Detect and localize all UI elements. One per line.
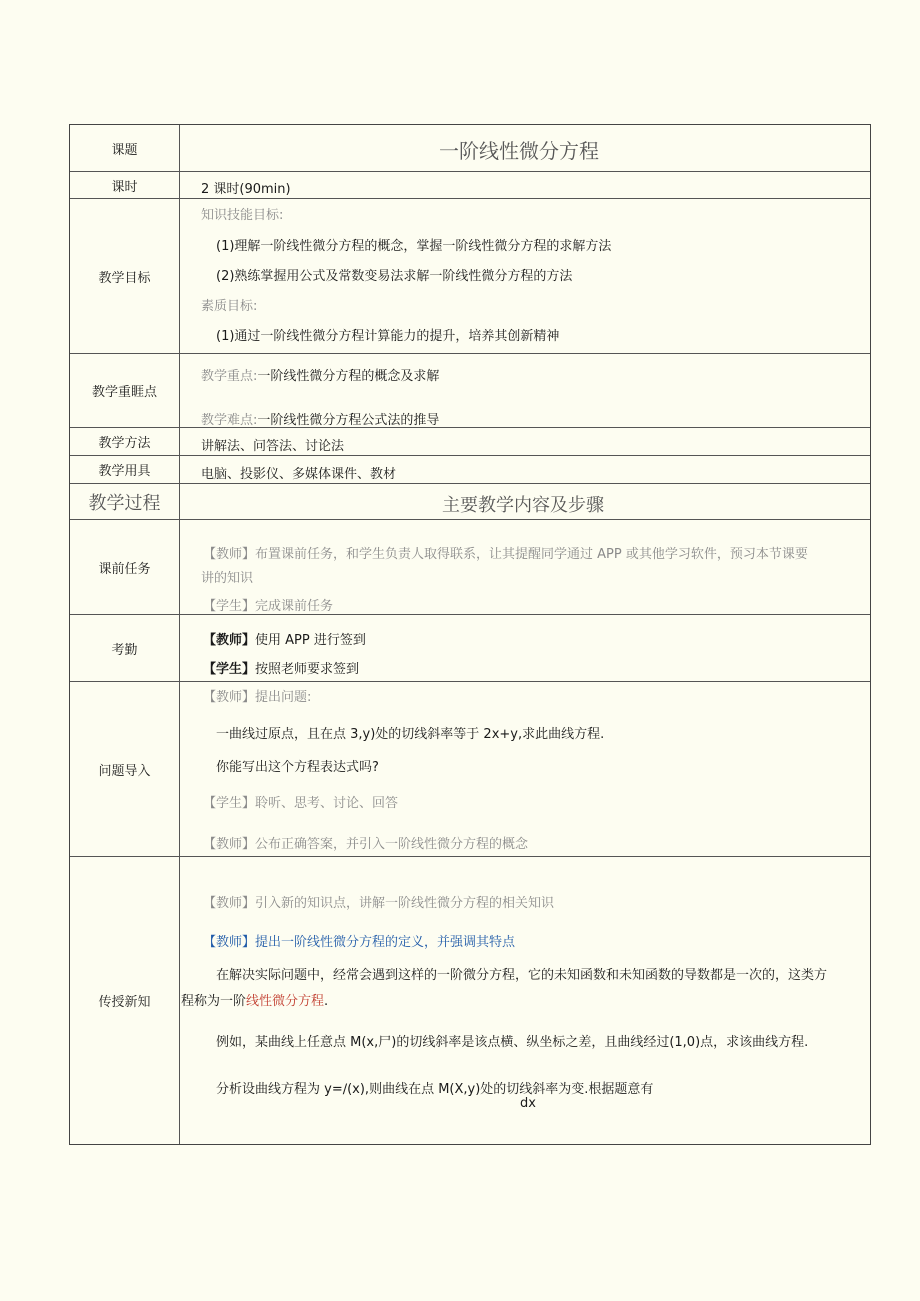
pre-task-student: 【学生】完成课前任务 — [203, 599, 334, 614]
definition-line-2-prefix: 程称为一阶 — [181, 994, 247, 1009]
goals-label: 教学目标 — [70, 199, 180, 353]
new-knowledge-teacher-1: 【教师】引入新的知识点，讲解一阶线性微分方程的相关知识 — [203, 896, 555, 911]
intro-label: 问题导入 — [70, 682, 180, 856]
attendance-teacher-text: 使用 APP 进行签到 — [255, 633, 366, 648]
row-new-knowledge — [70, 856, 870, 1144]
example-text: 例如，某曲线上任意点 M(x,尸)的切线斜率是该点横、纵坐标之差，且曲线经过(1,0)点，求该曲线方程. — [216, 1035, 809, 1050]
intro-question-2: 你能写出这个方程表达式吗? — [216, 760, 379, 775]
row-goals — [70, 198, 870, 353]
quality-goal-1: (1)通过一阶线性微分方程计算能力的提升，培养其创新精神 — [216, 329, 560, 344]
intro-teacher-answer: 【教师】公布正确答案，并引入一阶线性微分方程的概念 — [203, 837, 529, 852]
knowledge-goal-2: (2)熟练掌握用公式及常数变易法求解一阶线性微分方程的方法 — [216, 269, 573, 284]
row-keypoints — [70, 353, 870, 427]
process-content-heading: 主要教学内容及步骤 — [442, 495, 604, 516]
lesson-plan-table — [69, 124, 871, 1145]
hours-label: 课时 — [70, 172, 180, 198]
difficult-point-prefix: 教学难点: — [201, 413, 258, 428]
definition-line-2 — [181, 990, 328, 1009]
new-knowledge-label: 传授新知 — [70, 857, 180, 1144]
analysis-text: 分析设曲线方程为 y=∕(x),则曲线在点 M(X,y)处的切线斜率为变.根据题意有 — [216, 1082, 654, 1097]
attendance-student — [203, 658, 359, 677]
row-intro — [70, 681, 870, 856]
pre-task-teacher-line1: 【教师】布置课前任务，和学生负责人取得联系，让其提醒同学通过 APP 或其他学习软件，预习本节课要 — [203, 547, 808, 562]
attendance-student-text: 按照老师要求签到 — [255, 662, 360, 677]
methods-value: 讲解法、问答法、讨论法 — [201, 439, 345, 454]
knowledge-goal-1: (1)理解一阶线性微分方程的概念，掌握一阶线性微分方程的求解方法 — [216, 239, 612, 254]
row-attendance — [70, 614, 870, 681]
quality-goal-heading: 素质目标: — [201, 299, 258, 314]
key-point-prefix: 教学重点: — [201, 369, 258, 384]
intro-question-1: 一曲线过原点，且在点 3,y)处的切线斜率等于 2x+y,求此曲线方程. — [216, 727, 605, 742]
knowledge-goal-heading: 知识技能目标: — [201, 208, 284, 223]
tools-label: 教学用具 — [70, 456, 180, 483]
new-knowledge-teacher-2: 【教师】提出一阶线性微分方程的定义，并强调其特点 — [203, 935, 516, 950]
difficult-point-text: 一阶线性微分方程公式法的推导 — [257, 413, 440, 428]
row-topic — [70, 125, 870, 171]
difficult-point — [201, 409, 439, 428]
attendance-teacher-tag: 【教师】 — [203, 633, 256, 648]
topic-label: 课题 — [70, 125, 180, 171]
tools-value: 电脑、投影仪、多媒体课件、教材 — [201, 467, 397, 482]
intro-teacher-question: 【教师】提出问题: — [203, 690, 312, 705]
key-point — [201, 365, 439, 384]
row-process-header — [70, 483, 870, 519]
hours-value: 2 课时(90min) — [201, 182, 291, 197]
row-methods — [70, 427, 870, 455]
key-point-text: 一阶线性微分方程的概念及求解 — [257, 369, 440, 384]
row-hours — [70, 171, 870, 198]
row-pre-task — [70, 519, 870, 614]
intro-student: 【学生】聆听、思考、讨论、回答 — [203, 796, 399, 811]
attendance-label: 考勤 — [70, 615, 180, 681]
topic-title: 一阶线性微分方程 — [439, 139, 599, 163]
definition-end: . — [324, 994, 329, 1009]
attendance-teacher — [203, 629, 366, 648]
definition-line-1: 在解决实际问题中，经常会遇到这样的一阶微分方程，它的未知函数和未知函数的导数都是一次的，这类方 — [216, 968, 828, 983]
process-label: 教学过程 — [70, 484, 180, 519]
keypoints-label: 教学重睚点 — [70, 354, 180, 427]
attendance-student-tag: 【学生】 — [203, 662, 256, 677]
definition-highlight: 线性微分方程 — [246, 994, 325, 1009]
pre-task-teacher-line2: 讲的知识 — [201, 571, 254, 586]
pre-task-label: 课前任务 — [70, 520, 180, 614]
row-tools — [70, 455, 870, 483]
methods-label: 教学方法 — [70, 428, 180, 455]
analysis-dx: dx — [520, 1096, 536, 1111]
